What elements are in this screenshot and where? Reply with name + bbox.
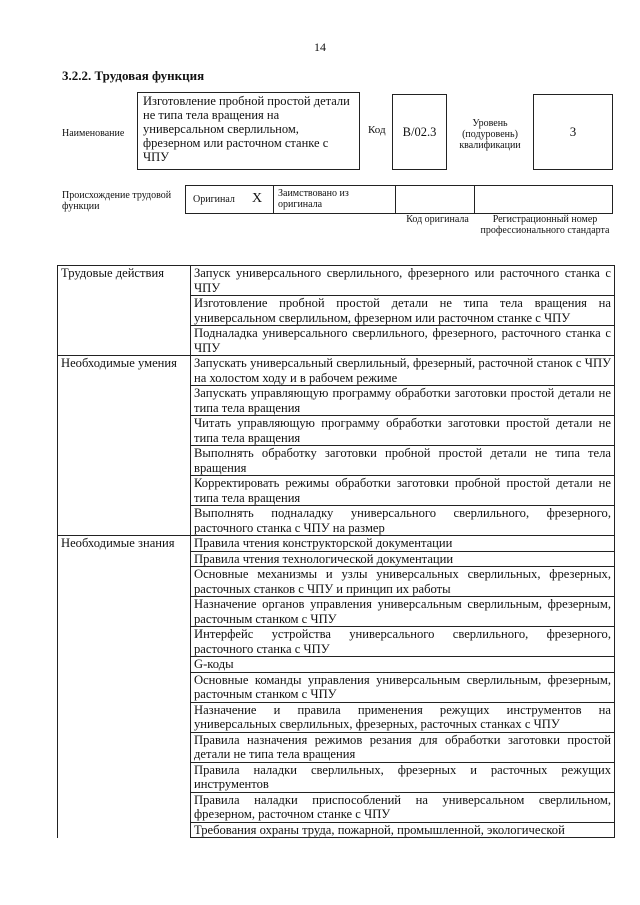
table-row: [58, 446, 615, 476]
section-item: Запускать управляющую программу обработки заготовки простой детали не типа тела вращения: [191, 386, 615, 416]
level-value: 3: [533, 94, 613, 170]
section-category-continued: [58, 657, 191, 673]
table-row: [58, 476, 615, 506]
section-item: Основные команды управления универсальным сверлильным, фрезерным, расточным станком с ЧПУ: [191, 672, 615, 702]
section-item: Интерфейс устройства универсального сверлильного, фрезерного, расточного станка с ЧПУ: [191, 627, 615, 657]
section-category-continued: [58, 551, 191, 567]
table-row: [58, 266, 615, 296]
section-item: Запускать универсальный сверлильный, фрезерный, расточной станок с ЧПУ на холостом ходу и в рабочем режиме: [191, 356, 615, 386]
table-row: [58, 792, 615, 822]
section-category-continued: [58, 822, 191, 838]
section-item: Назначение и правила применения режущих инструментов на универсальных сверлильных, фрезерных, расточных станках с ЧПУ: [191, 702, 615, 732]
section-item: Изготовление пробной простой детали не типа тела вращения на универсальном сверлильном, фрезерном или расточном станке с ЧПУ: [191, 296, 615, 326]
table-row: [58, 506, 615, 536]
labor-function-table: [57, 265, 615, 838]
section-category-continued: [58, 476, 191, 506]
code-original-caption: Код оригинала: [406, 214, 469, 225]
section-category-continued: [58, 386, 191, 416]
section-category-continued: [58, 506, 191, 536]
original-mark: X: [252, 191, 263, 206]
section-category: Трудовые действия: [58, 266, 191, 296]
table-row: [58, 326, 615, 356]
section-category-continued: [58, 627, 191, 657]
section-category-continued: [58, 567, 191, 597]
origin-label: Происхождение трудовой функции: [62, 190, 172, 212]
table-row: [58, 657, 615, 673]
section-item: Читать управляющую программу обработки заготовки простой детали не типа тела вращения: [191, 416, 615, 446]
origin-divider: [395, 186, 396, 213]
code-label: Код: [368, 124, 386, 136]
origin-divider: [474, 186, 475, 213]
table-row: [58, 296, 615, 326]
section-category-continued: [58, 702, 191, 732]
section-category-continued: [58, 792, 191, 822]
reg-number-caption: Регистрационный номер профессионального стандарта: [480, 214, 610, 236]
section-category-continued: [58, 762, 191, 792]
code-value: B/02.3: [392, 94, 447, 170]
name-label: Наименование: [62, 128, 125, 139]
table-row: [58, 702, 615, 732]
section-category-continued: [58, 672, 191, 702]
section-item: Правила наладки сверлильных, фрезерных и расточных режущих инструментов: [191, 762, 615, 792]
section-item: G-коды: [191, 657, 615, 673]
borrowed-label: Заимствовано из оригинала: [278, 188, 349, 210]
table-row: [58, 822, 615, 838]
table-row: [58, 386, 615, 416]
table-row: [58, 762, 615, 792]
section-item: Правила чтения конструкторской документации: [191, 536, 615, 552]
table-row: [58, 536, 615, 552]
table-row: [58, 567, 615, 597]
table-row: [58, 551, 615, 567]
page-number: 14: [314, 40, 326, 54]
section-title: 3.2.2. Трудовая функция: [62, 68, 205, 83]
section-item: Правила чтения технологической документации: [191, 551, 615, 567]
section-item: Выполнять обработку заготовки пробной простой детали не типа тела вращения: [191, 446, 615, 476]
section-category-continued: [58, 732, 191, 762]
section-item: Подналадка универсального сверлильного, фрезерного, расточного станка с ЧПУ: [191, 326, 615, 356]
section-item: Требования охраны труда, пожарной, промышленной, экологической: [191, 822, 615, 838]
origin-row: [185, 185, 613, 214]
table-row: [58, 356, 615, 386]
original-label: Оригинал: [193, 194, 235, 205]
table-row: [58, 597, 615, 627]
section-category-continued: [58, 446, 191, 476]
section-category: Необходимые умения: [58, 356, 191, 386]
section-category-continued: [58, 326, 191, 356]
section-category-continued: [58, 296, 191, 326]
function-name-value: Изготовление пробной простой детали не типа тела вращения на универсальном сверлильном, фрезерном или расточном станке с ЧПУ: [137, 92, 360, 170]
origin-divider: [273, 186, 274, 213]
section-item: Выполнять подналадку универсального сверлильного, фрезерного, расточного станка с ЧПУ на размер: [191, 506, 615, 536]
section-category: Необходимые знания: [58, 536, 191, 552]
section-item: Запуск универсального сверлильного, фрезерного или расточного станка с ЧПУ: [191, 266, 615, 296]
section-category-continued: [58, 416, 191, 446]
table-row: [58, 672, 615, 702]
section-item: Корректировать режимы обработки заготовки пробной простой детали не типа тела вращения: [191, 476, 615, 506]
section-item: Правила наладки приспособлений на универсальном сверлильном, фрезерном, расточном станке с ЧПУ: [191, 792, 615, 822]
section-item: Правила назначения режимов резания для обработки заготовки простой детали не типа тела вращения: [191, 732, 615, 762]
level-label: Уровень (подуровень) квалификации: [459, 117, 521, 151]
table-row: [58, 416, 615, 446]
section-category-continued: [58, 597, 191, 627]
section-item: Основные механизмы и узлы универсальных сверлильных, фрезерных, расточных станков с ЧПУ и принцип их работы: [191, 567, 615, 597]
table-row: [58, 732, 615, 762]
table-row: [58, 627, 615, 657]
section-item: Назначение органов управления универсальным сверлильным, фрезерным, расточным станком с ЧПУ: [191, 597, 615, 627]
